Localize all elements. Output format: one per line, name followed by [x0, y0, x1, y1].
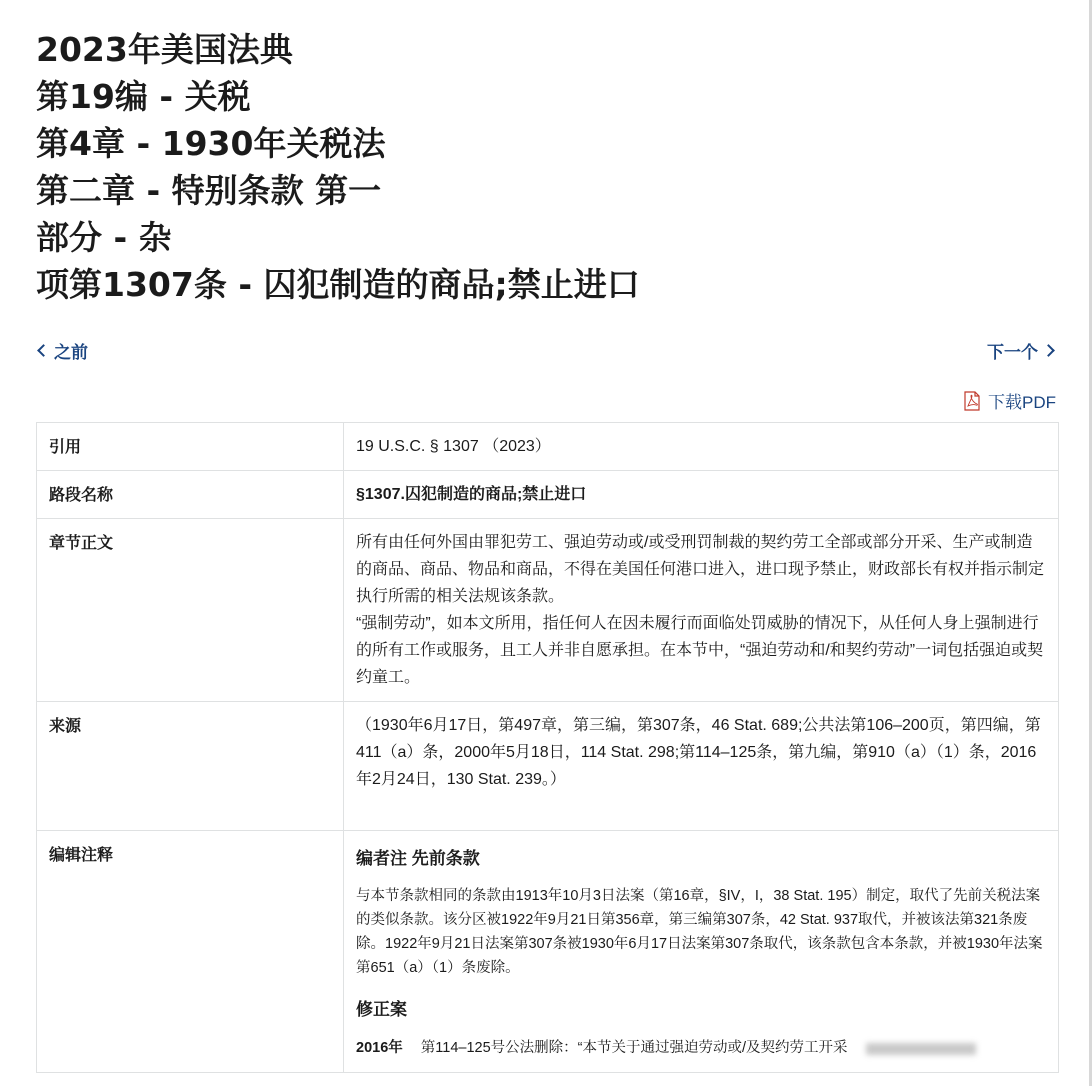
amendment-text: 第114–125号公法删除：“本节关于通过强迫劳动或/及契约劳工开采: [420, 1040, 848, 1056]
title-line-chapter: 第4章 - 1930年关税法: [36, 124, 386, 163]
citation-label: 引用: [37, 423, 344, 471]
table-row-source: [37, 702, 1059, 831]
notes-heading-amendments: 修正案: [356, 1000, 407, 1019]
notes-paragraph-prior: 与本节条款相同的条款由1913年10月3日法案（第16章，§IV，I，38 Stat. 195）制定，取代了先前关税法案的类似条款。该分区被1922年9月21日第356章，第三编第307条，42 Stat. 937取代，并被该法第321条废除。1922年9月21日法案第307条被1930年6月17日法案第307条取代，该条款包含本条款，并被1930年法案第651（a）（1）条废除。: [356, 888, 1043, 976]
chevron-left-icon: [37, 344, 50, 357]
citation-value: 19 U.S.C. § 1307 （2023）: [344, 423, 1059, 471]
section-navigation: [36, 338, 1056, 362]
title-line-title: 第19编 - 关税: [36, 77, 251, 116]
previous-label: 之前: [54, 343, 88, 362]
heading-label: 路段名称: [37, 471, 344, 519]
page-title: [36, 26, 1056, 308]
notes-value: [344, 831, 1059, 1073]
title-line-code: 2023年美国法典: [36, 30, 293, 69]
heading-value: §1307.囚犯制造的商品;禁止进口: [344, 471, 1059, 519]
section-text-label: 章节正文: [37, 519, 344, 702]
section-text-value: [344, 519, 1059, 702]
title-line-section: 项第1307条 - 囚犯制造的商品;禁止进口: [36, 265, 640, 304]
table-row-citation: [37, 423, 1059, 471]
amendment-year: 2016年: [356, 1040, 403, 1056]
next-link[interactable]: [987, 338, 1056, 363]
section-text-paragraph-1: 所有由任何外国由罪犯劳工、强迫劳动或/或受刑罚制裁的契约劳工全部或部分开采、生产或制造的商品、商品、物品和商品，不得在美国任何港口进入，进口现予禁止，财政部长有权并指示制定执行所需的相关法规该条款。: [356, 534, 1045, 605]
table-row-notes: [37, 831, 1059, 1073]
section-text-paragraph-2: “强制劳动”，如本文所用，指任何人在因未履行而面临处罚威胁的情况下，从任何人身上强制进行的所有工作或服务，且工人并非自愿承担。在本节中，“强迫劳动和/和契约劳动”一词包括强迫或契约童工。: [356, 615, 1044, 686]
notes-label: 编辑注释: [37, 831, 344, 1073]
download-row: [36, 388, 1056, 416]
document-page: [36, 26, 1056, 1073]
source-label: 来源: [37, 702, 344, 831]
table-row-text: [37, 519, 1059, 702]
source-value: （1930年6月17日，第497章，第三编，第307条，46 Stat. 689;公共法第106–200页，第四编，第411（a）条，2000年5月18日，114 Stat. 298;第114–125条，第九编，第910（a）（1）条，2016年2月24日，130 Stat. 239。）: [344, 702, 1059, 831]
blurred-region: [866, 1043, 976, 1055]
title-line-subtitle: 第二章 - 特别条款 第一: [36, 171, 382, 210]
pdf-file-icon: [964, 391, 980, 411]
amendment-entry: [356, 1035, 1046, 1062]
section-metadata-table: [36, 422, 1059, 1073]
chevron-right-icon: [1042, 344, 1055, 357]
title-line-part: 部分 - 杂: [36, 218, 172, 257]
next-label: 下一个: [987, 343, 1038, 362]
download-pdf-label: 下载PDF: [988, 393, 1056, 412]
download-pdf-link[interactable]: [964, 388, 1056, 413]
notes-heading-prior: 编者注 先前条款: [356, 849, 480, 868]
previous-link[interactable]: [36, 338, 88, 363]
table-row-heading: [37, 471, 1059, 519]
